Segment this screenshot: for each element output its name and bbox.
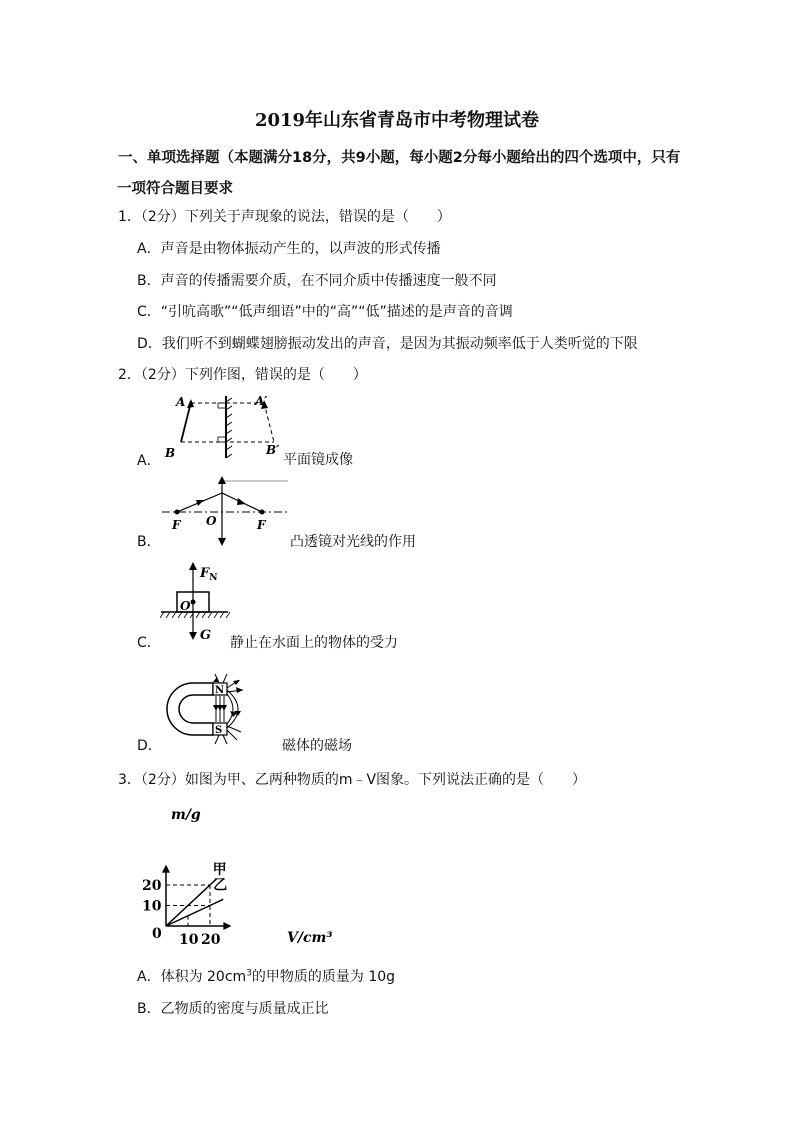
mass-volume-graph xyxy=(135,800,345,950)
magnet-field-diagram xyxy=(163,670,263,750)
page-title: 2019年山东省青岛市中考物理试卷 xyxy=(254,110,540,131)
label-f-left: F xyxy=(172,518,181,532)
question-2-option-c-caption: 静止在水面上的物体的受力 xyxy=(230,635,398,651)
section-heading-line2: 一项符合题目要求 xyxy=(117,181,233,197)
question-3-stem: 3．（2分）如图为甲、乙两种物质的m﹣V图象。下列说法正确的是（ ） xyxy=(118,772,587,788)
label-a-prime: A′ xyxy=(255,394,268,408)
y-axis-arrow xyxy=(162,865,170,873)
question-1-option-a: A．声音是由物体振动产生的，以声波的形式传播 xyxy=(137,241,441,257)
question-2-option-a-letter: A． xyxy=(137,453,161,469)
x-axis-arrow xyxy=(223,922,231,930)
series-lines xyxy=(166,862,227,926)
label-o: O xyxy=(180,599,191,613)
question-3-option-b: B．乙物质的密度与质量成正比 xyxy=(137,1001,329,1017)
question-2-option-c-letter: C． xyxy=(137,635,161,651)
question-3-option-a: A．体积为 $20cm^3$的甲物质的质量为 10g xyxy=(137,968,396,985)
question-1-option-c: C．“引吭高歌”“低声细语”中的“高”“低”描述的是声音的音调 xyxy=(137,304,513,320)
x-tick-1: 20 xyxy=(201,932,221,948)
x-tick-0: 10 xyxy=(179,932,199,948)
series-name-0: 甲 xyxy=(212,861,227,878)
origin-label: 0 xyxy=(152,926,162,942)
y-axis-label: m/g xyxy=(171,807,201,823)
object-forces-diagram xyxy=(160,558,240,646)
question-2-option-b-letter: B． xyxy=(137,534,161,550)
label-g: G xyxy=(200,628,212,643)
plane-mirror-diagram xyxy=(162,390,287,465)
question-2-stem: 2．（2分）下列作图，错误的是（ ） xyxy=(118,367,367,383)
y-tick-0: 10 xyxy=(142,898,162,915)
label-b: B xyxy=(165,446,176,460)
question-2-option-b-caption: 凸透镜对光线的作用 xyxy=(290,534,416,550)
label-a: A xyxy=(176,395,186,409)
label-f-right: F xyxy=(257,518,266,532)
label-north: N xyxy=(215,685,225,696)
series-line-1 xyxy=(166,899,223,926)
question-2-option-d-letter: D． xyxy=(137,738,162,754)
label-south: S xyxy=(215,725,223,736)
question-1-stem: 1．（2分）下列关于声现象的说法，错误的是（ ） xyxy=(118,209,451,225)
convex-lens-diagram xyxy=(160,475,292,550)
question-2-option-a-caption: 平面镜成像 xyxy=(283,452,353,468)
label-o: O xyxy=(206,514,217,528)
x-axis-label: V/cm³ xyxy=(287,930,333,946)
label-fn: $F_N$ xyxy=(200,566,218,583)
y-tick-1: 20 xyxy=(142,878,162,894)
series-name-1: 乙 xyxy=(213,877,228,894)
label-b-prime: B′ xyxy=(266,443,280,457)
question-1-option-b: B．声音的传播需要介质，在不同介质中传播速度一般不同 xyxy=(137,273,497,289)
question-2-option-d-caption: 磁体的磁场 xyxy=(282,738,352,754)
series-line-0 xyxy=(166,879,217,926)
section-heading-line1: 一、单项选择题（本题满分18分，共9小题，每小题2分每小题给出的四个选项中，只有 xyxy=(118,150,681,166)
question-1-option-d: D．我们听不到蝴蝶翅膀振动发出的声音，是因为其振动频率低于人类听觉的下限 xyxy=(137,336,638,352)
